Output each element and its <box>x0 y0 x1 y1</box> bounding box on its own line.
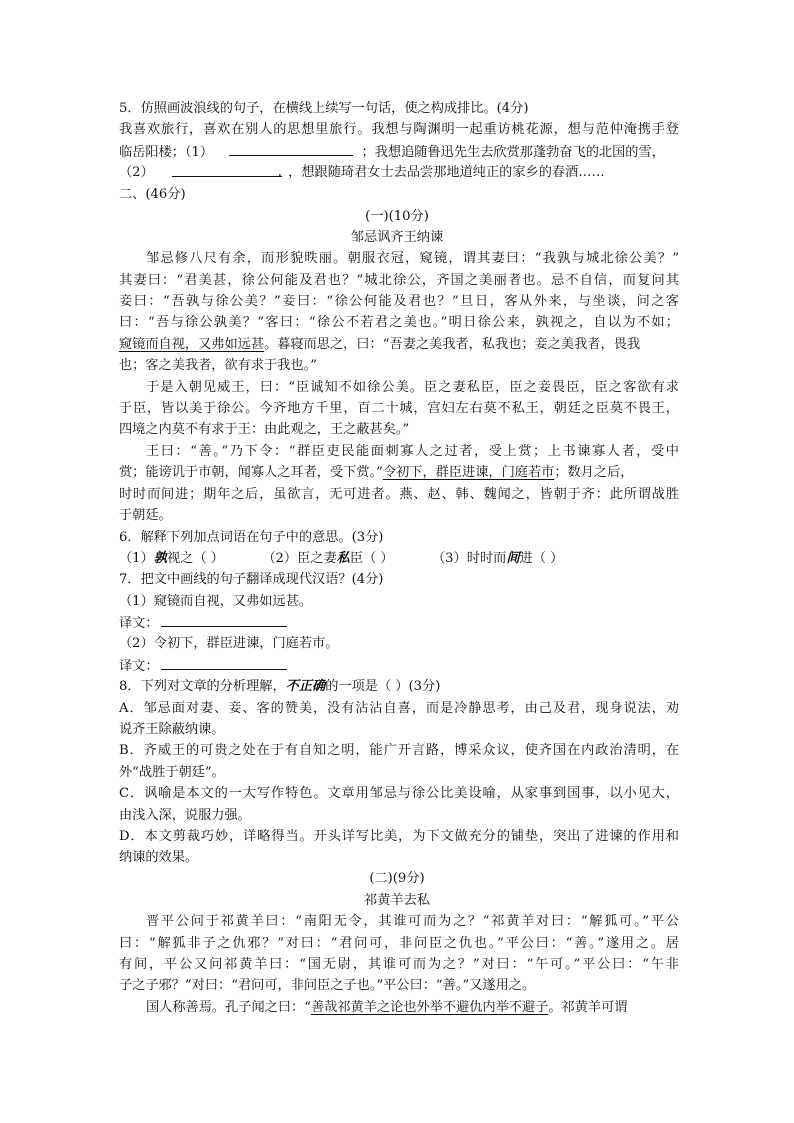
q6-items <box>119 548 679 569</box>
q6-item-2 <box>262 551 393 566</box>
q6-item-1 <box>119 551 224 566</box>
passage1-line: 邹忌修八尺有余，而形貌昳丽。朝服衣冠，窥镜，谓其妻曰：“我孰与城北徐公美？” <box>146 251 679 266</box>
q7-answer-blank-2[interactable] <box>161 655 287 670</box>
q7-answer-1 <box>119 612 679 634</box>
q5-line2-a: 临岳阳楼；（1） <box>119 145 214 160</box>
q5-stem: 5．仿照画波浪线的句子，在横线上续写一句话，使之构成排比。(4分) <box>119 101 529 116</box>
q7-sentence-1: （1）窥镜而自视，又弗如远甚。 <box>119 594 313 609</box>
q8-option-c-line2: 由浅入深，说服力强。 <box>119 808 251 823</box>
passage1-title: 邹忌讽齐王纳谏 <box>350 230 444 245</box>
passage2-last-a: 国人称善焉。孔子闻之曰：“ <box>146 1000 311 1015</box>
para3-line2-b: ；数月之后， <box>554 465 634 480</box>
q6-item-1-word: 孰 <box>153 551 167 566</box>
q8-option-c-line1: C．讽喻是本文的一大写作特色。文章用邹忌与徐公比美设喻，从家事到国事，以小见大， <box>119 786 679 801</box>
para3-line2-a: 赏；能谤讥于市朝，闻寡人之耳者，受下赏。” <box>119 465 383 480</box>
passage1-para2-line: 于是入朝见威王，曰：“臣诚知不如徐公美。臣之妻私臣，臣之妾畏臣，臣之客欲有求 <box>146 380 679 395</box>
underlined-sentence-1: 窥镜而自视，又弗如远甚 <box>119 337 265 352</box>
q8-stem <box>119 676 679 697</box>
q6-stem: 6．解释下列加点词语在句子中的意思。(3分) <box>119 530 384 545</box>
passage1-line5-rest: 。暮寝而思之，曰：“吾妻之美我者，私我也；妾之美我者，畏我 <box>264 337 641 352</box>
q8-option-d-line1: D．本文剪裁巧妙，详略得当。开头详写比美，为下文做充分的铺垫，突出了进谏的作用和 <box>119 829 679 844</box>
q8-option-a-line1: A．邹忌面对妻、妾、客的赞美，没有沾沾自喜，而是冷静思考，由己及君，现身说法，劝 <box>119 701 679 716</box>
passage2-line: 有间，平公又问祁黄羊曰：“国无尉，其谁可而为之？”对曰：“午可。”平公曰：“午非 <box>119 957 679 972</box>
underlined-sentence-3: 善哉祁黄羊之论也外举不避仇内举不避子 <box>311 1000 549 1015</box>
q6-item-2-post: 臣（ ） <box>349 551 394 566</box>
passage1-para3-line1: 王曰：“善。”乃下令：“群臣吏民能面刺寡人之过者，受上赏；上书谏寡人者，受中 <box>146 444 679 459</box>
q8-stem-emphasis: 不正确 <box>285 679 326 694</box>
q8-option-d-line2: 纳谏的效果。 <box>119 850 199 865</box>
q5-line3 <box>119 162 679 183</box>
passage1-line: 曰：“吾与徐公孰美？”客曰：“徐公不若君之美也。”明日徐公来，孰视之，自以为不如； <box>119 315 679 330</box>
passage2-title: 祁黄羊去私 <box>364 893 430 908</box>
q5-line2 <box>119 141 679 163</box>
passage2-heading: (二)(9分) <box>369 871 425 886</box>
passage1-para2-line: 四境之内莫不有求于王：由此观之，王之蔽甚矣。” <box>119 422 410 437</box>
underlined-sentence-2: 令初下，群臣进谏，门庭若市 <box>382 465 555 480</box>
q6-item-3 <box>432 551 563 566</box>
passage1-para3-line4: 于朝廷。 <box>119 508 172 523</box>
q7-sentence-2: （2）令初下，群臣进谏，门庭若市。 <box>119 636 339 651</box>
q8-stem-a: 8．下列对文章的分析理解， <box>119 679 286 694</box>
passage1-heading: (一)(10分) <box>365 209 429 224</box>
q7-stem: 7．把文中画线的句子翻译成现代汉语？(4分) <box>119 572 384 587</box>
passage1-para3-line2 <box>119 462 679 483</box>
q8-option-a-line2: 说齐王除蔽纳谏。 <box>119 722 225 737</box>
q5-line3-a: （2） <box>119 165 154 180</box>
q6-item-1-post: 视之（ ） <box>166 551 224 566</box>
q5-blank-2[interactable] <box>172 162 282 180</box>
q6-item-3-word: 间 <box>506 551 520 566</box>
q5-line3-b: ，想跟随琦君女士去品尝那地道纯正的家乡的春酒…… <box>288 165 605 180</box>
q5-line2-b: ；我想追随鲁迅先生去欣赏那蓬勃奋飞的北国的雪， <box>361 145 665 160</box>
q5-blank-dot: . <box>277 165 282 180</box>
passage2-last-line <box>119 997 679 1018</box>
q8-stem-b: 的一项是（ ）(3分) <box>325 679 441 694</box>
q6-item-2-word: 私 <box>336 551 350 566</box>
q6-item-1-pre: （1） <box>119 551 154 566</box>
passage1-line6: 也；客之美我者，欲有求于我也。” <box>119 358 317 373</box>
passage1-line5 <box>119 334 679 355</box>
passage2-line: 曰：“解狐非子之仇邪？”对曰：“君问可，非问臣之仇也。”平公曰：“善。”遂用之。居 <box>119 936 679 951</box>
q5-line1: 我喜欢旅行，喜欢在别人的思想里旅行。我想与陶渊明一起重访桃花源，想与范仲淹携手登 <box>119 122 679 137</box>
q6-item-3-pre: （3）时时而 <box>432 551 507 566</box>
q8-option-b-line1: B．齐威王的可贵之处在于有自知之明，能广开言路，博采众议，使齐国在内政治清明，在 <box>119 743 679 758</box>
q7-answer-blank-1[interactable] <box>161 612 287 627</box>
q8-option-b-line2: 外“战胜于朝廷”。 <box>119 765 225 780</box>
passage1-line: 妾曰：“吾孰与徐公美？”妾曰：“徐公何能及君也？”旦日，客从外来，与坐谈，问之客 <box>119 294 679 309</box>
q6-item-3-post: 进（ ） <box>519 551 564 566</box>
passage1-para3-line3: 时时而间进；期年之后，虽欲言，无可进者。燕、赵、韩、魏闻之，皆朝于齐：此所谓战胜 <box>119 487 679 502</box>
passage1-line: 其妻曰：“君美甚，徐公何能及君也？”城北徐公，齐国之美丽者也。忌不自信，而复问其 <box>119 273 679 288</box>
passage2-line: 晋平公问于祁黄羊曰：“南阳无令，其谁可而为之？”祁黄羊对曰：“解狐可。”平公 <box>146 914 679 929</box>
q7-yiwen-label-1: 译文： <box>119 616 159 631</box>
q5-blank-1[interactable] <box>229 141 353 156</box>
part2-label: 二、(46分) <box>119 187 186 202</box>
passage2-line: 子之子邪？”对曰：“君问可，非问臣之子也。”平公曰：“善。”又遂用之。 <box>119 978 536 993</box>
q7-yiwen-label-2: 译文： <box>119 659 159 674</box>
q7-answer-2 <box>119 655 679 677</box>
passage1-para2-line: 于臣，皆以美于徐公。今齐地方千里，百二十城，宫妇左右莫不私王，朝廷之臣莫不畏王， <box>119 401 679 416</box>
passage2-last-b: 。祁黄羊可谓 <box>548 1000 628 1015</box>
q6-item-2-pre: （2）臣之妻 <box>262 551 337 566</box>
